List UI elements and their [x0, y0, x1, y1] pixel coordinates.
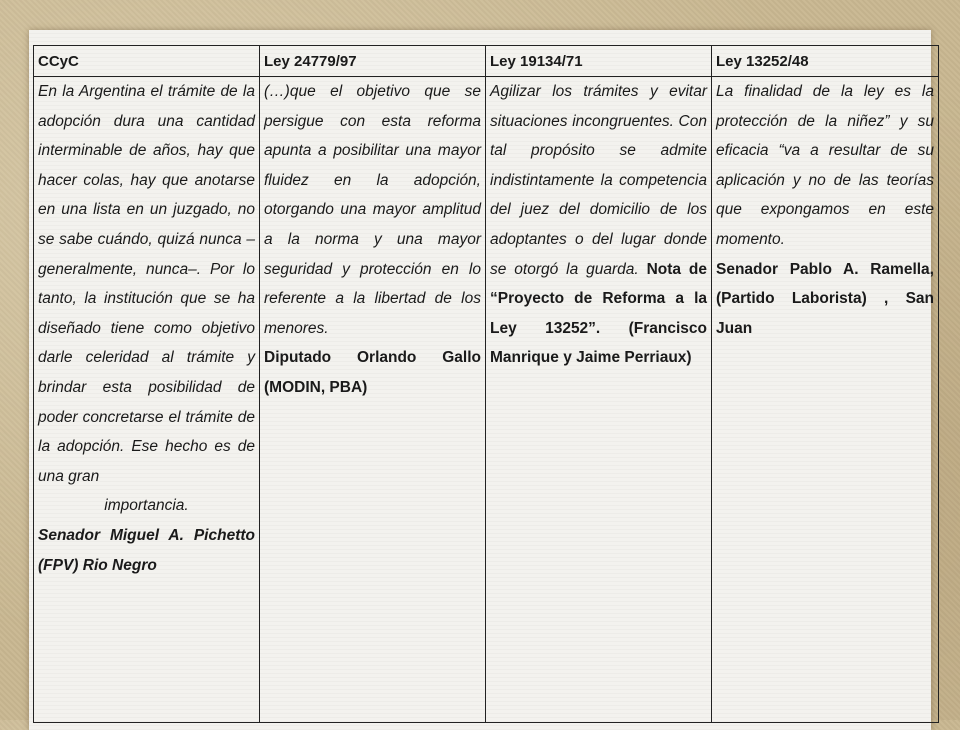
- author-pichetto: Senador Miguel A. Pichetto (FPV) Rio Negro: [38, 526, 255, 574]
- header-ley-24779: Ley 24779/97: [260, 46, 486, 77]
- header-row: [34, 46, 939, 77]
- cell-ccyc: [34, 77, 260, 723]
- note-reference: “Proyecto de Reforma a la Ley 13252”. (Francisco Manrique y Jaime Perriaux): [490, 290, 707, 367]
- cell-ley-19134: [486, 77, 712, 723]
- author-gallo: Diputado Orlando Gallo (MODIN, PBA): [264, 349, 481, 396]
- quote-manrique: [490, 77, 707, 373]
- comparison-table: [33, 45, 939, 723]
- header-ley-13252: Ley 13252/48: [712, 46, 939, 77]
- cell-ley-13252: [712, 77, 939, 723]
- quote-manrique-text: Agilizar los trámites y evitar situaciones incongruentes. Con tal propósito se admite indistintamente la competencia del juez del domicilio de los adoptantes o del lugar donde se otorgó la guarda.: [490, 83, 707, 278]
- quote-gallo: (…)que el objetivo que se persigue con esta reforma apunta a posibilitar una mayor fluidez en la adopción, otorgando una mayor amplitud a la norma y una mayor seguridad y protección en lo referente a la libertad de los menores.: [264, 83, 481, 337]
- quote-pichetto-end: importancia.: [104, 497, 189, 515]
- quote-pichetto: En la Argentina el trámite de la adopción dura una cantidad interminable de años, hay que hacer colas, hay que anotarse en una lista en un juzgado, no se sabe cuándo, quizá nunca –generalmente, nunca–. Por lo tanto, la institución que se ha diseñado tiene como objetivo darle celeridad al trámite y brindar esta posibilidad de poder concretarse el trámite de la adopción. Ese hecho es de una gran: [38, 83, 255, 485]
- author-ramella: Senador Pablo A. Ramella, (Partido Laborista) , San Juan: [716, 260, 934, 337]
- note-label: Nota de: [646, 260, 707, 278]
- quote-ramella: La finalidad de la ley es la protección de la niñez” y su eficacia “va a resultar de su aplicación y no de las teorías que expongamos en este momento.: [716, 83, 934, 248]
- header-ley-19134: Ley 19134/71: [486, 46, 712, 77]
- cell-ley-24779: [260, 77, 486, 723]
- header-ccyc: CCyC: [34, 46, 260, 77]
- content-row: [34, 77, 939, 723]
